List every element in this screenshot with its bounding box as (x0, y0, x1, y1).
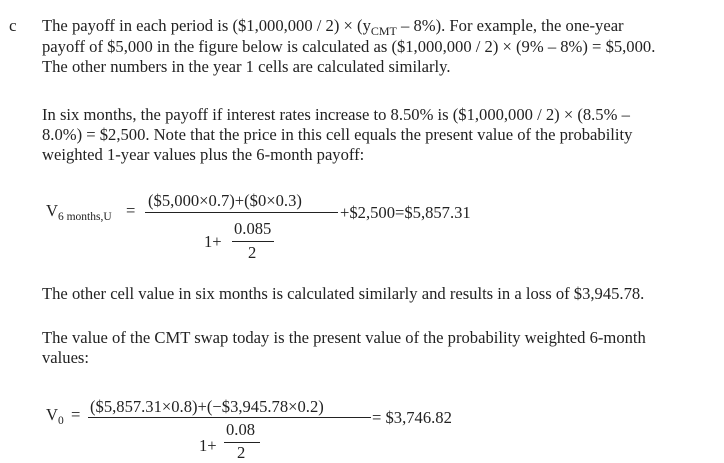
denominator-prefix: 1+ (199, 436, 217, 455)
fraction-bar (88, 417, 371, 418)
denominator-numerator: 0.08 (226, 420, 256, 439)
text-line: In six months, the payoff if interest rates increase to 8.50% is ($1,000,000 / 2) × (8.5% – (42, 105, 630, 124)
text-line: The payoff in each period is ($1,000,000 / $2) \times (y_{CMT} - 8\%)$. For example, the one-year (42, 16, 624, 38)
text-line: The other cell value in six months is calculated similarly and results in a loss of $3,945.78. (42, 284, 645, 303)
equation-tail: +$2,500=$5,857.31 (340, 203, 471, 222)
paragraph-payoff-definition (42, 16, 714, 77)
paragraph-other-cell (42, 284, 714, 304)
equation-lhs: $V_0$ (46, 405, 64, 427)
text-line: payoff of $5,000 in the figure below is calculated as ($1,000,000 / 2) × (9% – 8%) = $5,000. (42, 37, 656, 56)
text-line: 8.0%) = $2,500. Note that the price in this cell equals the present value of the probability (42, 125, 633, 144)
text-line: The other numbers in the year 1 cells are calculated similarly. (42, 57, 451, 76)
text-line: values: (42, 348, 90, 367)
text-line: weighted 1-year values plus the 6-month payoff: (42, 145, 365, 164)
denominator-denominator: 2 (248, 243, 257, 262)
denominator-denominator: 2 (237, 443, 246, 462)
fraction-numerator: ($5,000×0.7)+($0×0.3) (148, 191, 302, 210)
fraction-numerator: ($5,857.31×0.8)+(−$3,945.78×0.2) (90, 397, 324, 416)
item-label: c (9, 16, 17, 35)
equals-sign: = (71, 405, 81, 424)
fraction-bar (145, 212, 338, 213)
denominator-numerator: 0.085 (234, 219, 272, 238)
equation-tail: = $3,746.82 (372, 408, 452, 427)
equals-sign: = (126, 201, 136, 220)
text-line: The value of the CMT swap today is the present value of the probability weighted 6-month (42, 328, 646, 347)
denominator-prefix: 1+ (204, 232, 222, 251)
inner-fraction-bar (232, 241, 274, 242)
equation-lhs: $V_{6 months,U}$ (46, 201, 112, 223)
subscript-cmt: CMT (370, 24, 397, 38)
paragraph-six-month-payoff (42, 105, 714, 165)
paragraph-swap-value (42, 328, 714, 368)
